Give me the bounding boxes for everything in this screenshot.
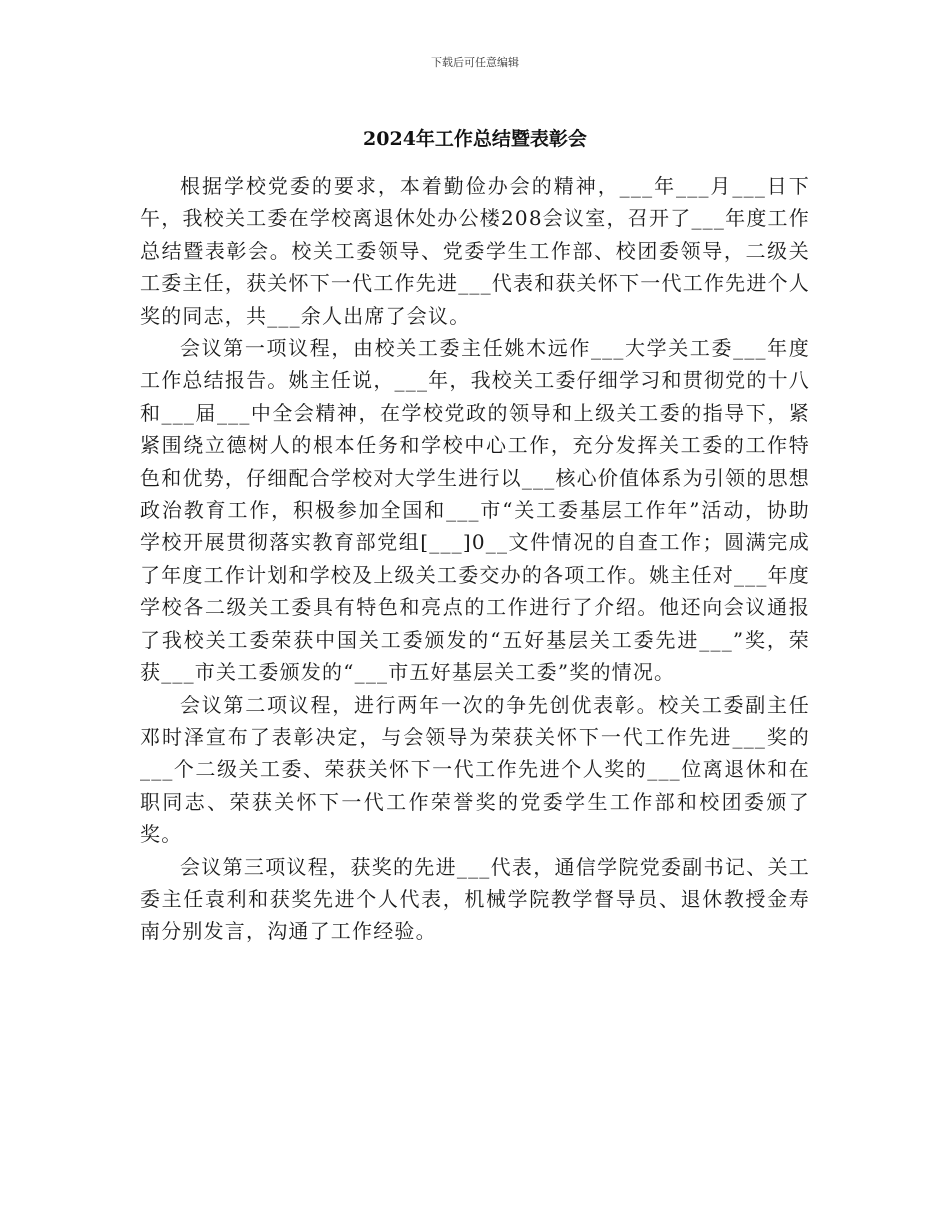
- page-header-note: 下载后可任意编辑: [431, 56, 519, 69]
- paragraph-3: 会议第二项议程，进行两年一次的争先创优表彰。校关工委副主任邓时泽宣布了表彰决定，与会领导为荣获关怀下一代工作先进___奖的___个二级关工委、荣获关怀下一代工作先进个人奖的___位离退休和在职同志、荣获关怀下一代工作荣誉奖的党委学生工作部和校团委颁了奖。: [140, 692, 810, 847]
- document-body: [140, 170, 810, 948]
- document-title: 2024年工作总结暨表彰会: [363, 128, 587, 150]
- paragraph-1: 根据学校党委的要求，本着勤俭办会的精神，___年___月___日下午，我校关工委在学校离退休处办公楼208会议室，召开了___年度工作总结暨表彰会。校关工委领导、党委学生工作部、校团委领导，二级关工委主任，获关怀下一代工作先进___代表和获关怀下一代工作先进个人奖的同志，共___余人出席了会议。: [140, 174, 810, 328]
- paragraph-2: 会议第一项议程，由校关工委主任姚木远作___大学关工委___年度工作总结报告。姚主任说，___年，我校关工委仔细学习和贯彻党的十八和___届___中全会精神，在学校党政的领导和上级关工委的指导下，紧紧围绕立德树人的根本任务和学校中心工作，充分发挥关工委的工作特色和优势，仔细配合学校对大学生进行以___核心价值体系为引领的思想政治教育工作，积极参加全国和___市“关工委基层工作年”活动，协助学校开展贯彻落实教育部党组[___]0__文件情况的自查工作；圆满完成了年度工作计划和学校及上级关工委交办的各项工作。姚主任对___年度学校各二级关工委具有特色和亮点的工作进行了介绍。他还向会议通报了我校关工委荣获中国关工委颁发的“五好基层关工委先进___”奖，荣获___市关工委颁发的“___市五好基层关工委”奖的情况。: [140, 336, 810, 685]
- paragraph-4: 会议第三项议程，获奖的先进___代表，通信学院党委副书记、关工委主任袁利和获奖先进个人代表，机械学院教学督导员、退休教授金寿南分别发言，沟通了工作经验。: [140, 854, 810, 944]
